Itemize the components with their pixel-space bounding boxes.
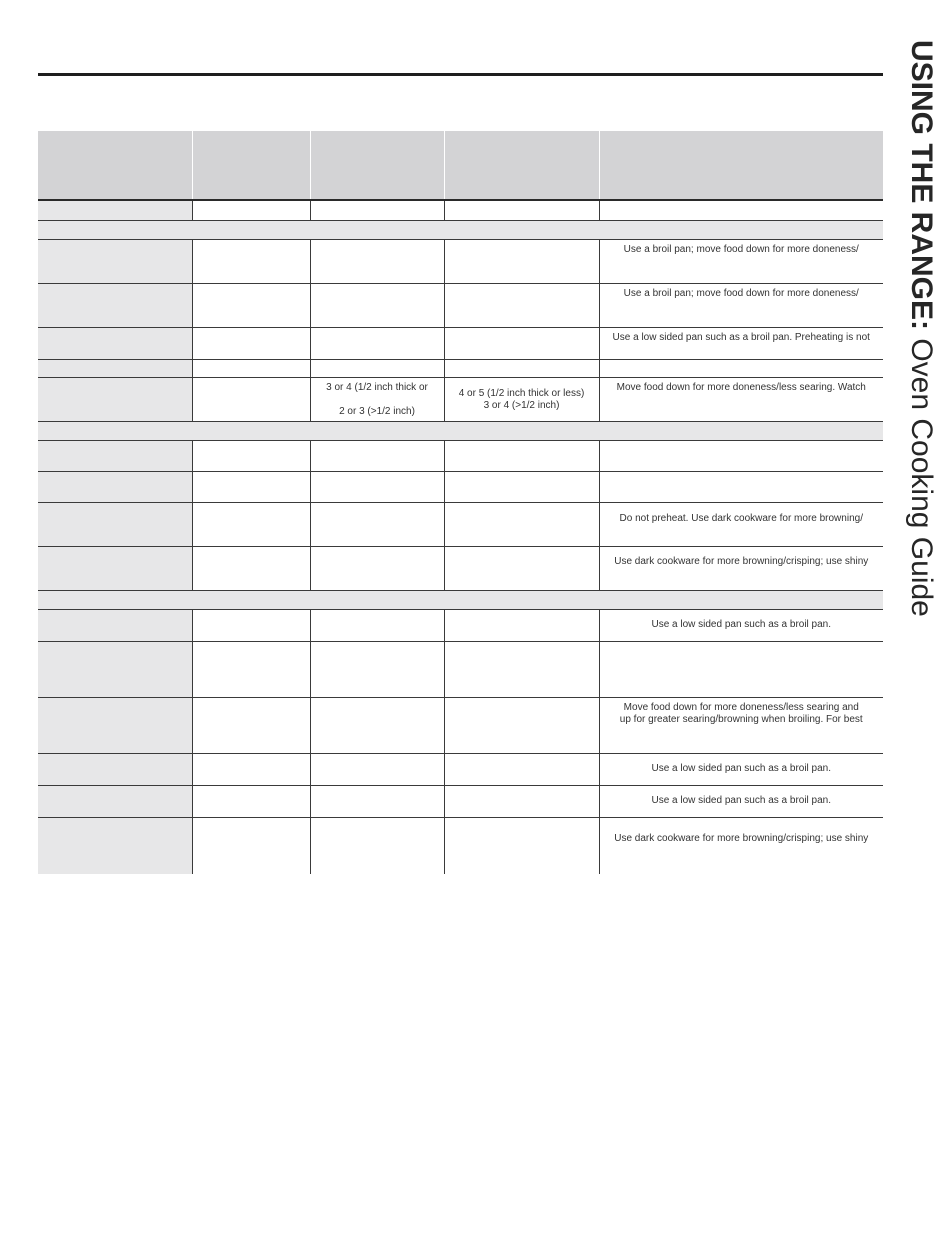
tips-cell [599,785,883,817]
tip-text: Use a low sided pan such as a broil pan. Preheating is not [612,331,870,343]
table-row [38,609,883,641]
table-row [38,200,883,220]
table-cell [192,546,310,590]
rack-position-cell [444,377,599,421]
table-cell [444,785,599,817]
table-cell [192,359,310,377]
tips-cell [599,546,883,590]
food-cell [38,377,192,421]
table-row [38,327,883,359]
table-cell [192,502,310,546]
table-cell [444,546,599,590]
table-cell [444,440,599,471]
tip-text: Move food down for more doneness/less searing and [623,701,859,713]
table-cell [310,785,444,817]
food-cell [38,817,192,874]
food-cell [38,697,192,753]
table-cell [444,753,599,785]
table-row [38,546,883,590]
section-cell [38,421,883,440]
tip-text: Use a low sided pan such as a broil pan. [651,762,832,774]
header-cell [38,131,192,200]
table-header-row [38,131,883,200]
table-row [38,753,883,785]
tip-text: Use a low sided pan such as a broil pan. [651,794,832,806]
header-cell [599,131,883,200]
tip-text: Do not preheat. Use dark cookware for more browning/ [619,512,863,524]
rack-position-text: 4 or 5 (1/2 inch thick or less) [458,387,585,399]
food-cell [38,785,192,817]
food-cell [38,753,192,785]
table-cell [192,697,310,753]
table-cell [444,697,599,753]
section-row [38,421,883,440]
table-row [38,502,883,546]
page-title-section: USING THE RANGE: [905,40,938,331]
table-row [38,817,883,874]
cooking-guide-table [38,131,883,874]
tips-cell [599,697,883,753]
tips-cell [599,200,883,220]
food-cell [38,327,192,359]
rack-position-text: 3 or 4 (>1/2 inch) [483,399,560,411]
tip-text: Use dark cookware for more browning/crisping; use shiny [614,832,869,844]
tips-cell [599,609,883,641]
tips-cell [599,502,883,546]
tips-cell [599,817,883,874]
food-cell [38,239,192,283]
food-cell [38,546,192,590]
table-row [38,440,883,471]
header-cell [192,131,310,200]
table-cell [444,239,599,283]
table-cell [310,546,444,590]
section-cell [38,590,883,609]
table-cell [192,785,310,817]
table-row [38,471,883,502]
table-cell [192,377,310,421]
section-row [38,590,883,609]
tips-cell [599,641,883,697]
table-cell [444,502,599,546]
table-cell [310,200,444,220]
section-cell [38,220,883,239]
page-title-subject: Oven Cooking Guide [905,330,938,617]
header-cell [310,131,444,200]
table-cell [310,753,444,785]
table-cell [310,239,444,283]
top-rule [38,73,883,76]
food-cell [38,440,192,471]
table-cell [192,641,310,697]
table-row [38,641,883,697]
table-cell [310,327,444,359]
table-cell [192,283,310,327]
table-cell [310,283,444,327]
table-cell [310,440,444,471]
tips-cell [599,327,883,359]
tips-cell [599,283,883,327]
food-cell [38,359,192,377]
table-cell [192,440,310,471]
tip-text: Use a broil pan; move food down for more doneness/ [623,243,859,255]
table-cell [310,817,444,874]
rack-position-text: 2 or 3 (>1/2 inch) [339,405,415,417]
table-cell [310,359,444,377]
food-cell [38,471,192,502]
table-row [38,377,883,421]
table-cell [444,641,599,697]
table-cell [192,753,310,785]
table-row [38,239,883,283]
table-cell [444,327,599,359]
table-cell [310,502,444,546]
table-cell [444,200,599,220]
table-cell [444,817,599,874]
table-cell [310,641,444,697]
table-cell [444,359,599,377]
table-cell [444,609,599,641]
table-cell [444,283,599,327]
table-cell [310,471,444,502]
table-cell [444,471,599,502]
table-cell [310,697,444,753]
tip-text: Use a broil pan; move food down for more doneness/ [623,287,859,299]
food-cell [38,609,192,641]
table-cell [192,239,310,283]
tip-text: Move food down for more doneness/less searing. Watch [616,381,866,393]
table-row [38,697,883,753]
tips-cell [599,440,883,471]
table-cell [310,609,444,641]
table-cell [192,327,310,359]
rack-position-cell [310,377,444,421]
table-cell [192,609,310,641]
table-row [38,785,883,817]
tips-cell [599,359,883,377]
food-cell [38,283,192,327]
tips-cell [599,239,883,283]
table-cell [192,471,310,502]
tip-text: Use a low sided pan such as a broil pan. [651,618,832,630]
rack-position-text: 3 or 4 (1/2 inch thick or [326,381,428,393]
food-cell [38,502,192,546]
food-cell [38,200,192,220]
table-cell [192,200,310,220]
section-row [38,220,883,239]
tip-text: Use dark cookware for more browning/crisping; use shiny [614,555,869,567]
header-cell [444,131,599,200]
table-row [38,283,883,327]
tips-cell [599,471,883,502]
tips-cell [599,753,883,785]
food-cell [38,641,192,697]
tip-text: up for greater searing/browning when broiling. For best [619,713,863,725]
tips-cell [599,377,883,421]
table-cell [192,817,310,874]
page-title [906,40,936,680]
table-row [38,359,883,377]
